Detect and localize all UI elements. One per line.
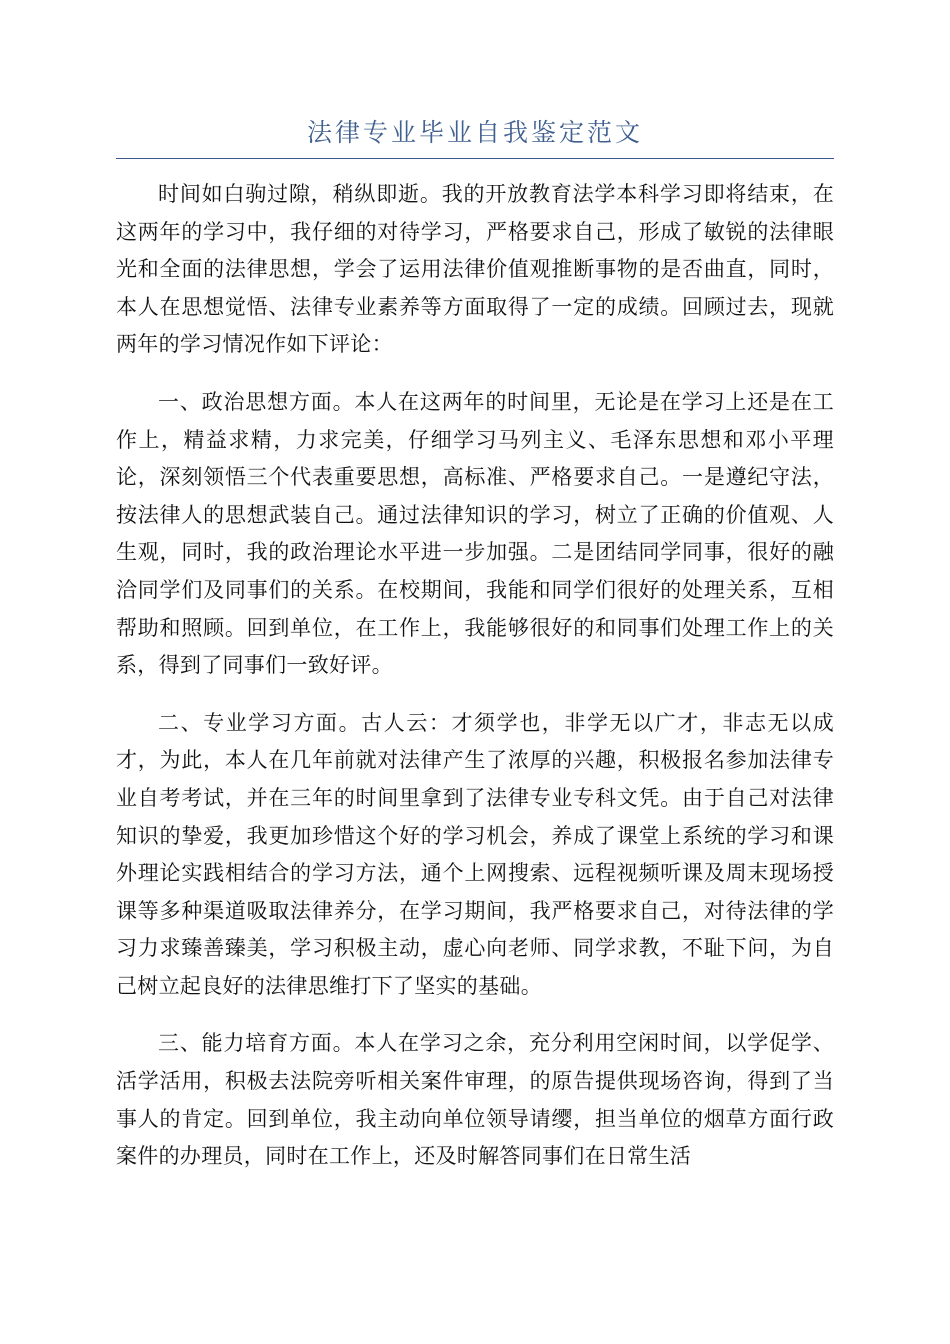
title-block: [116, 112, 834, 159]
document-body: [116, 176, 834, 1196]
document-title: 法律专业毕业自我鉴定范文: [306, 118, 643, 147]
paragraph-ability-cultivation: 三、能力培育方面。本人在学习之余，充分利用空闲时间，以学促学、活学活用，积极去法院旁听相关案件审理，的原告提供现场咨询，得到了当事人的肯定。回到单位，我主动向单位领导请缨，担当单位的烟草方面行政案件的办理员，同时在工作上，还及时解答同事们在日常生活: [116, 1031, 834, 1169]
paragraph-professional-study: 二、专业学习方面。古人云：才须学也，非学无以广才，非志无以成才，为此，本人在几年前就对法律产生了浓厚的兴趣，积极报名参加法律专业自考考试，并在三年的时间里拿到了法律专业专科文凭。由于自己对法律知识的挚爱，我更加珍惜这个好的学习机会，养成了课堂上系统的学习和课外理论实践相结合的学习方法，通个上网搜索、远程视频听课及周末现场授课等多种渠道吸取法律养分，在学习期间，我严格要求自己，对待法律的学习力求臻善臻美，学习积极主动，虚心向老师、同学求教，不耻下问，为自己树立起良好的法律思维打下了坚实的基础。: [116, 710, 834, 998]
paragraph-intro: 时间如白驹过隙，稍纵即逝。我的开放教育法学本科学习即将结束，在这两年的学习中，我仔细的对待学习，严格要求自己，形成了敏锐的法律眼光和全面的法律思想，学会了运用法律价值观推断事物的是否曲直，同时，本人在思想觉悟、法律专业素养等方面取得了一定的成绩。回顾过去，现就两年的学习情况作如下评论：: [116, 182, 834, 357]
paragraph-political-thought: 一、政治思想方面。本人在这两年的时间里，无论是在学习上还是在工作上，精益求精，力求完美，仔细学习马列主义、毛泽东思想和邓小平理论，深刻领悟三个代表重要思想，高标准、严格要求自己。一是遵纪守法，按法律人的思想武装自己。通过法律知识的学习，树立了正确的价值观、人生观，同时，我的政治理论水平进一步加强。二是团结同学同事，很好的融洽同学们及同事们的关系。在校期间，我能和同学们很好的处理关系，互相帮助和照顾。回到单位，在工作上，我能够很好的和同事们处理工作上的关系，得到了同事们一致好评。: [116, 389, 834, 678]
